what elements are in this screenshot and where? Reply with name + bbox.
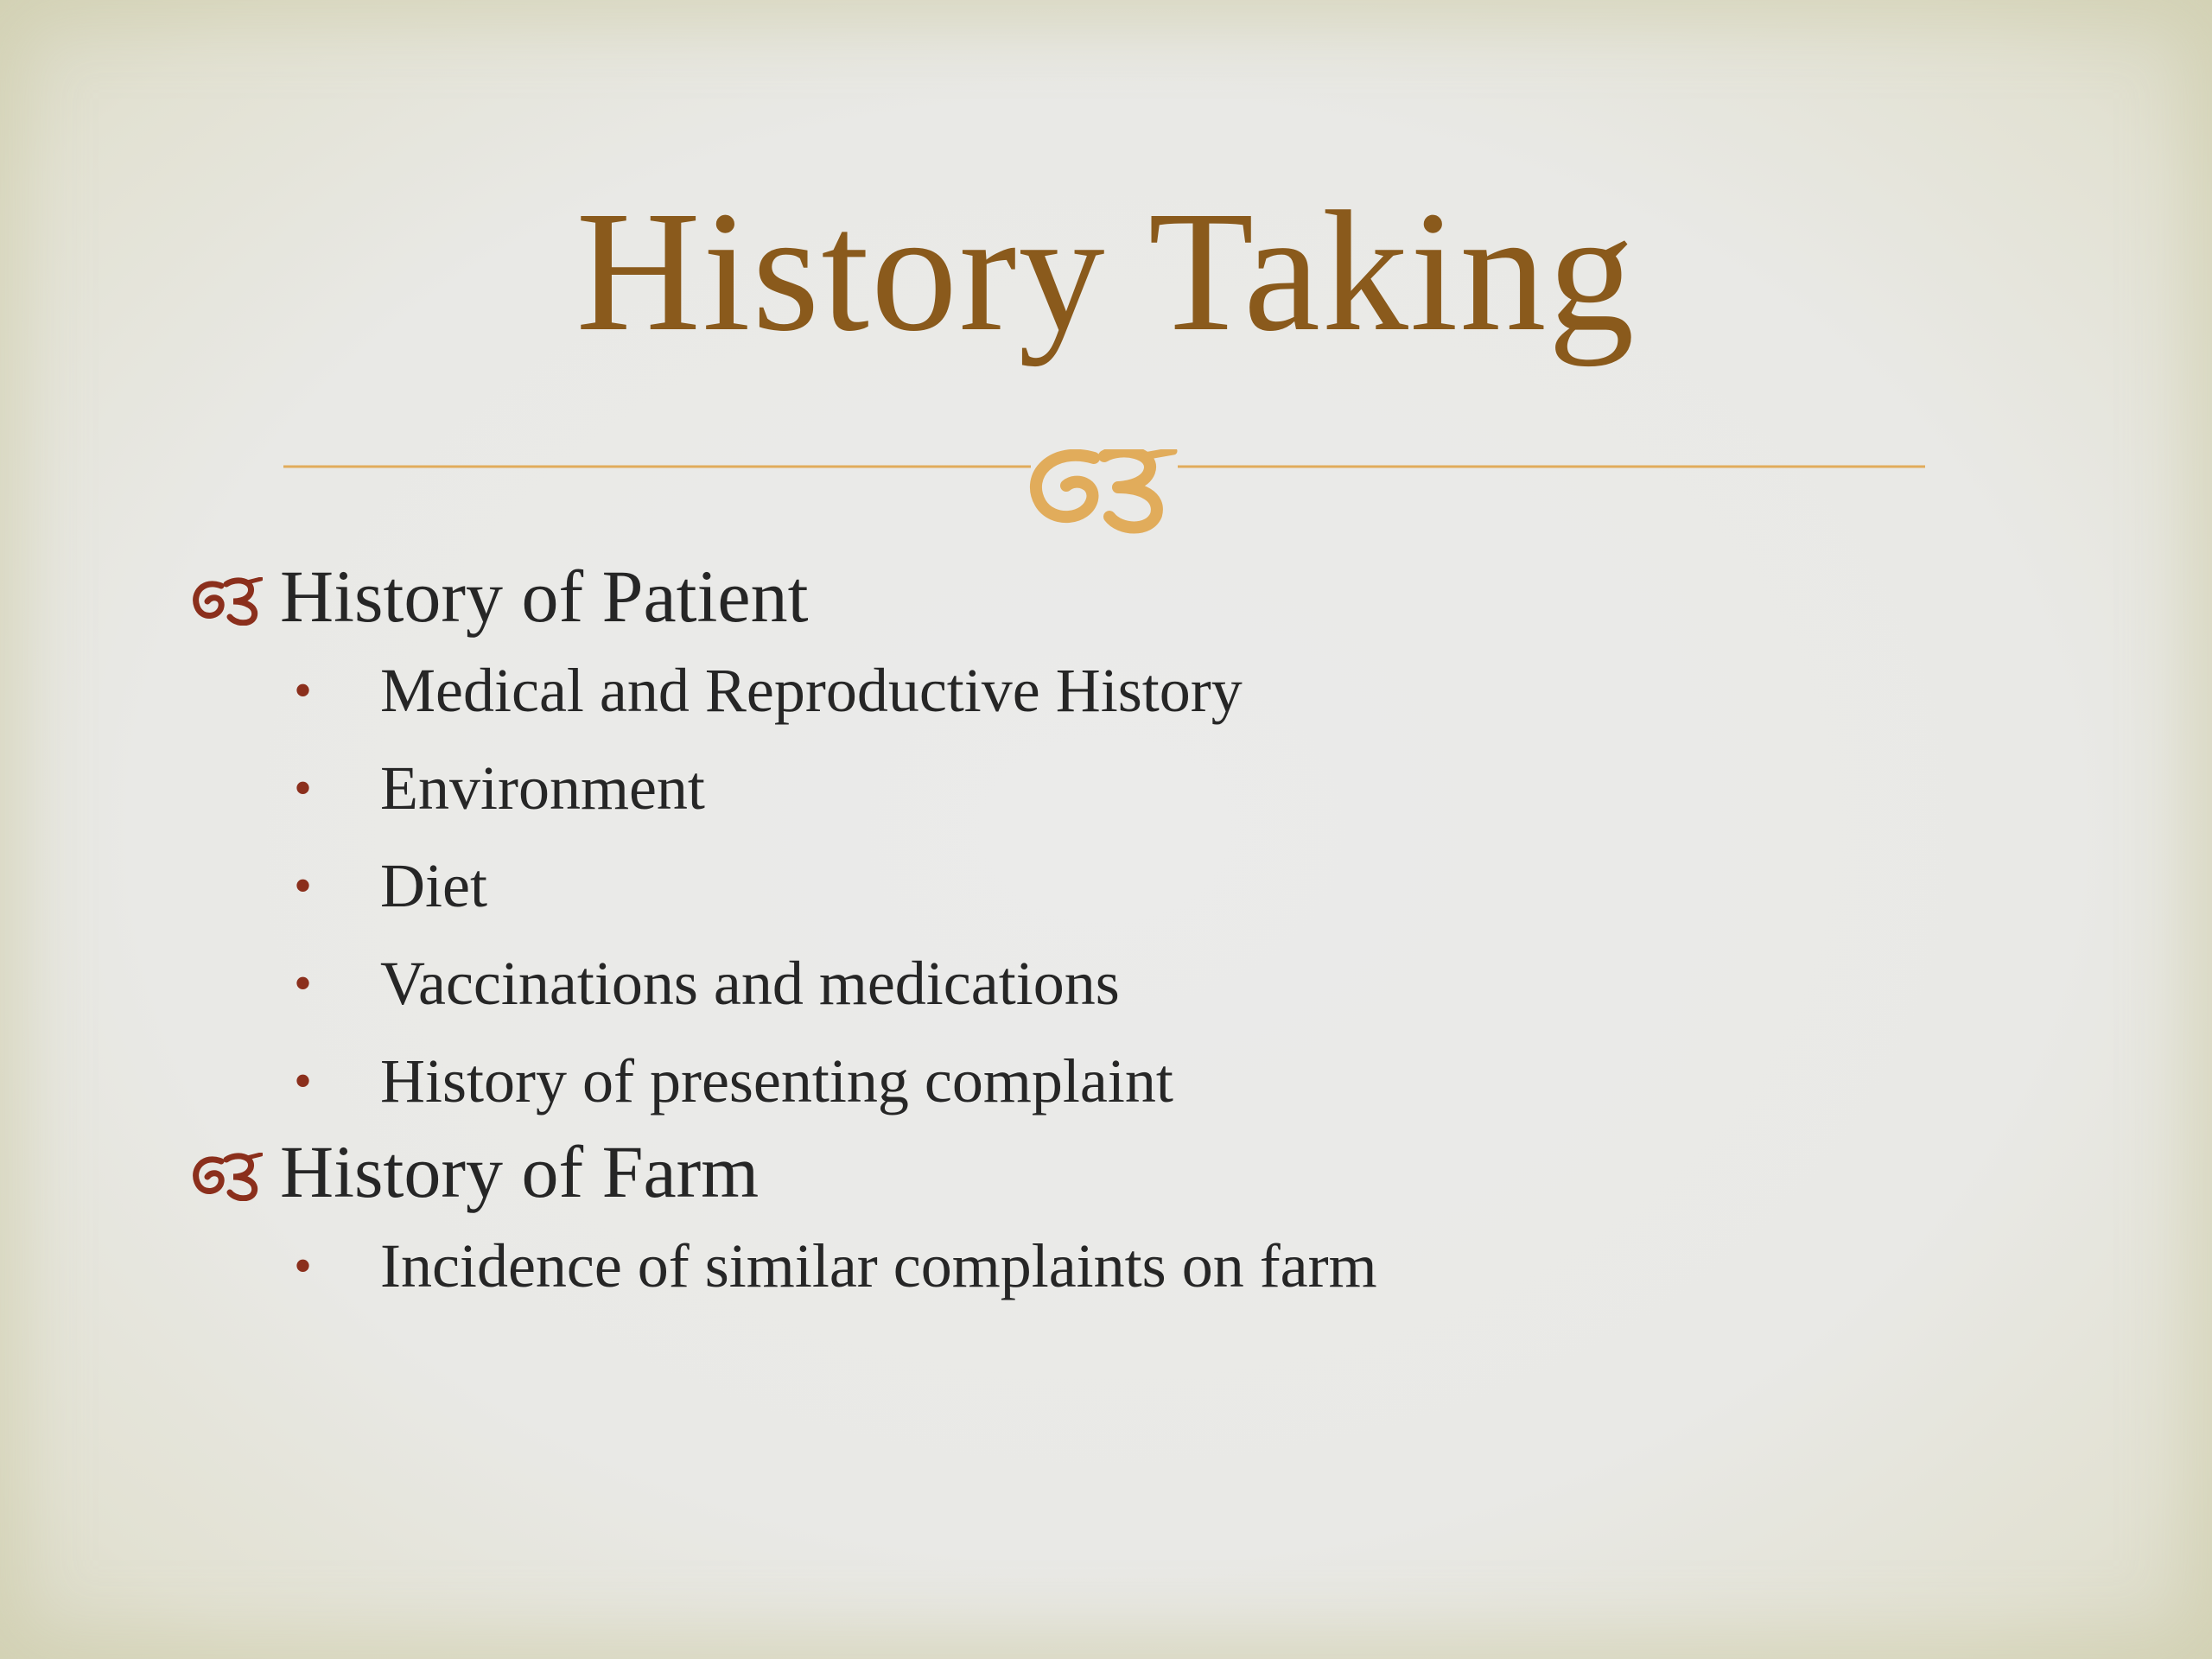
list-item [190, 944, 2091, 1022]
list-item-text: Environment [380, 753, 705, 823]
section-heading-farm [190, 1128, 2091, 1215]
bullet-dot: • [294, 662, 313, 719]
bullet-dot: • [294, 760, 313, 817]
fleuron-bullet-icon [190, 577, 263, 626]
list-item [190, 1042, 2091, 1120]
list-item-text: History of presenting complaint [380, 1046, 1173, 1116]
bullet-dot: • [294, 857, 313, 914]
list-item-text: Vaccinations and medications [380, 949, 1120, 1018]
title-divider [283, 449, 1925, 536]
fleuron-bullet-icon [190, 1153, 263, 1201]
bullet-dot: • [294, 1052, 313, 1109]
list-item [190, 749, 2091, 827]
list-item-text: Medical and Reproductive History [380, 656, 1243, 725]
slide-content [190, 553, 2091, 1325]
list-item-text: Diet [380, 851, 487, 920]
list-item [190, 1227, 2091, 1305]
list-item [190, 847, 2091, 925]
bullet-dot: • [294, 955, 313, 1012]
slide-title: History Taking [575, 176, 1637, 367]
section-heading-patient [190, 553, 2091, 639]
list-item [190, 652, 2091, 729]
section-heading-label: History of Patient [280, 555, 809, 638]
bullet-dot: • [294, 1237, 313, 1294]
fleuron-icon [1036, 451, 1173, 528]
list-item-text: Incidence of similar complaints on farm [380, 1231, 1377, 1300]
section-heading-label: History of Farm [280, 1130, 760, 1213]
